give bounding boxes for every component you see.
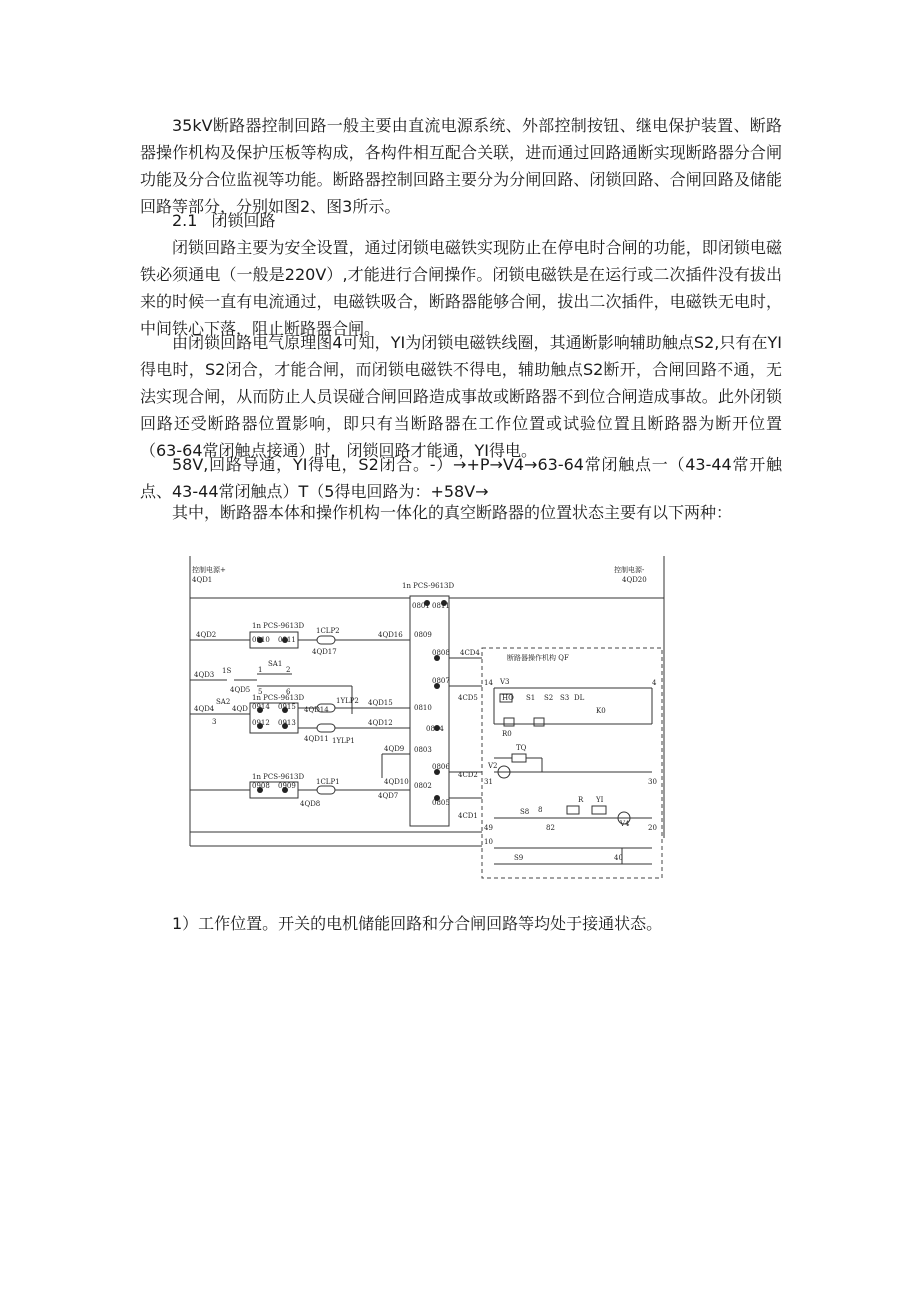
label-n3: 3 [212, 718, 217, 726]
term-0911: 0911 [278, 636, 296, 644]
label-device-main: 1n PCS-9613D [402, 582, 455, 590]
term-0807: 0807 [432, 677, 450, 685]
label-s1: S1 [526, 694, 536, 702]
label-4qd20: 4QD20 [622, 576, 647, 584]
label-power-plus: 控制电源+ [192, 566, 226, 574]
paragraph-circuit-path: 58V,回路导通，YI得电，S2闭合。-）→+P→V4→63-64常闭触点一（43-44常开触点、43-44常闭触点）T（5得电回路为：+58V→ [140, 455, 782, 501]
label-4qd15: 4QD15 [368, 699, 393, 707]
label-qf-title: 断路器操作机构 QF [507, 654, 569, 662]
label-r: R [578, 796, 584, 804]
paragraph-lock-description: 闭锁回路主要为安全设置，通过闭锁电磁铁实现防止在停电时合闸的功能，即闭锁电磁铁必须通电（一般是220V）,才能进行合闸操作。闭锁电磁铁是在运行或二次插件没有拔出来的时候一直有电流通过，电磁铁吸合，断路器能够合闸，拔出二次插件，电磁铁无电时，中间铁心下落，阻止断路器合闸。 [140, 238, 782, 338]
label-power-minus: 控制电源- [614, 566, 645, 574]
paragraph-positions-intro: 其中，断路器本体和操作机构一体化的真空断路器的位置状态主要有以下两种： [172, 503, 733, 522]
label-n5: 5 [258, 688, 263, 696]
term-0915: 0915 [278, 703, 296, 711]
label-sa2: SA2 [216, 698, 231, 706]
label-4qd14: 4QD14 [304, 706, 329, 714]
label-4qd9: 4QD9 [384, 745, 405, 753]
label-1clp1: 1CLP1 [316, 778, 340, 786]
term-0801: 0801 [412, 602, 430, 610]
label-4qd2: 4QD2 [196, 631, 217, 639]
label-n10: 10 [484, 838, 493, 846]
label-1s: 1S [222, 667, 232, 675]
label-tq: TQ [516, 744, 527, 752]
term-0806: 0806 [432, 763, 450, 771]
term-0908: 0908 [252, 782, 270, 790]
section-number: 2.1 [172, 211, 198, 230]
label-4qd16: 4QD16 [378, 631, 403, 639]
label-v3: V3 [500, 678, 510, 686]
label-4qd3: 4QD3 [194, 671, 215, 679]
label-4cd4: 4CD4 [460, 649, 480, 657]
label-4cd2: 4CD2 [458, 771, 478, 779]
label-device-c: 1n PCS-9613D [252, 773, 305, 781]
list-item-working-position: 1）工作位置。开关的电机储能回路和分合闸回路等均处于接通状态。 [172, 914, 663, 933]
term-0805: 0805 [432, 799, 450, 807]
label-r0: R0 [502, 730, 512, 738]
term-0810: 0810 [414, 704, 432, 712]
label-4qd10: 4QD10 [384, 778, 409, 786]
section-heading [172, 207, 275, 234]
circuit-diagram [182, 548, 672, 883]
label-s2: S2 [544, 694, 554, 702]
label-n20: 20 [648, 824, 657, 832]
label-4qd11: 4QD11 [304, 735, 329, 743]
label-s3: S3 [560, 694, 570, 702]
label-n14: 14 [484, 679, 493, 687]
label-n1: 1 [258, 666, 263, 674]
term-0914: 0914 [252, 703, 270, 711]
section-title: 闭锁回路 [211, 211, 276, 230]
label-n2: 2 [286, 666, 291, 674]
term-0910: 0910 [252, 636, 270, 644]
label-4qd: 4QD [232, 705, 248, 713]
label-4qd1: 4QD1 [192, 576, 213, 584]
label-n40: 40 [614, 854, 623, 862]
paragraph-principle: 由闭锁回路电气原理图4可知，YI为闭锁电磁铁线圈，其通断影响辅助触点S2,只有在YI得电时，S2闭合，才能合闸，而闭锁电磁铁不得电，辅助触点S2断开，合闸回路不通，无法实现合闸，从而防止人员误碰合闸回路造成事故或断路器不到位合闸造成事故。此外闭锁回路还受断路器位置影响，即只有当断路器在工作位置或试验位置且断路器为断开位置（63-64常闭触点接通）时，闭锁回路才能通，YI得电。 [140, 333, 782, 460]
label-device-b: 1n PCS-9613D [252, 694, 305, 702]
label-s9: S9 [514, 854, 524, 862]
label-1clp2: 1CLP2 [316, 627, 340, 635]
label-n49: 49 [484, 824, 493, 832]
label-ho: HO [502, 694, 514, 702]
label-sa1: SA1 [268, 660, 283, 668]
term-0804: 0804 [426, 725, 444, 733]
label-n4: 4 [652, 679, 657, 687]
label-v2: V2 [488, 762, 498, 770]
term-0811: 0811 [432, 602, 450, 610]
circuit-diagram-figure [182, 548, 672, 883]
label-4qd4: 4QD4 [194, 705, 215, 713]
label-n8: 8 [538, 806, 543, 814]
label-s8: S8 [520, 808, 530, 816]
label-n30: 30 [648, 778, 657, 786]
label-4qd12: 4QD12 [368, 719, 393, 727]
label-4qd5: 4QD5 [230, 686, 251, 694]
term-0802: 0802 [414, 782, 432, 790]
label-4cd5: 4CD5 [458, 694, 478, 702]
label-v4: V4 [620, 820, 630, 828]
label-4qd8: 4QD8 [300, 800, 321, 808]
label-yi: YI [596, 796, 604, 804]
label-1ylp1: 1YLP1 [332, 737, 355, 745]
label-n6: 6 [286, 688, 291, 696]
term-0913: 0913 [278, 719, 296, 727]
label-k0: K0 [596, 707, 606, 715]
label-dl: DL [574, 694, 585, 702]
label-4qd17: 4QD17 [312, 648, 337, 656]
term-0909: 0909 [278, 782, 296, 790]
term-0808: 0808 [432, 649, 450, 657]
label-4cd1: 4CD1 [458, 812, 478, 820]
term-0809: 0809 [414, 631, 432, 639]
label-device-a: 1n PCS-9613D [252, 622, 305, 630]
label-1ylp2: 1YLP2 [336, 697, 359, 705]
term-0912: 0912 [252, 719, 270, 727]
term-0803: 0803 [414, 746, 432, 754]
label-n82: 82 [546, 824, 555, 832]
label-n31: 31 [484, 778, 493, 786]
label-4qd7: 4QD7 [378, 792, 399, 800]
paragraph-intro: 35kV断路器控制回路一般主要由直流电源系统、外部控制按钮、继电保护装置、断路器操作机构及保护压板等构成，各构件相互配合关联，进而通过回路通断实现断路器分合闸功能及分合位监视等功能。断路器控制回路主要分为分闸回路、闭锁回路、合闸回路及储能回路等部分，分别如图2、图3所示。 [140, 116, 782, 216]
